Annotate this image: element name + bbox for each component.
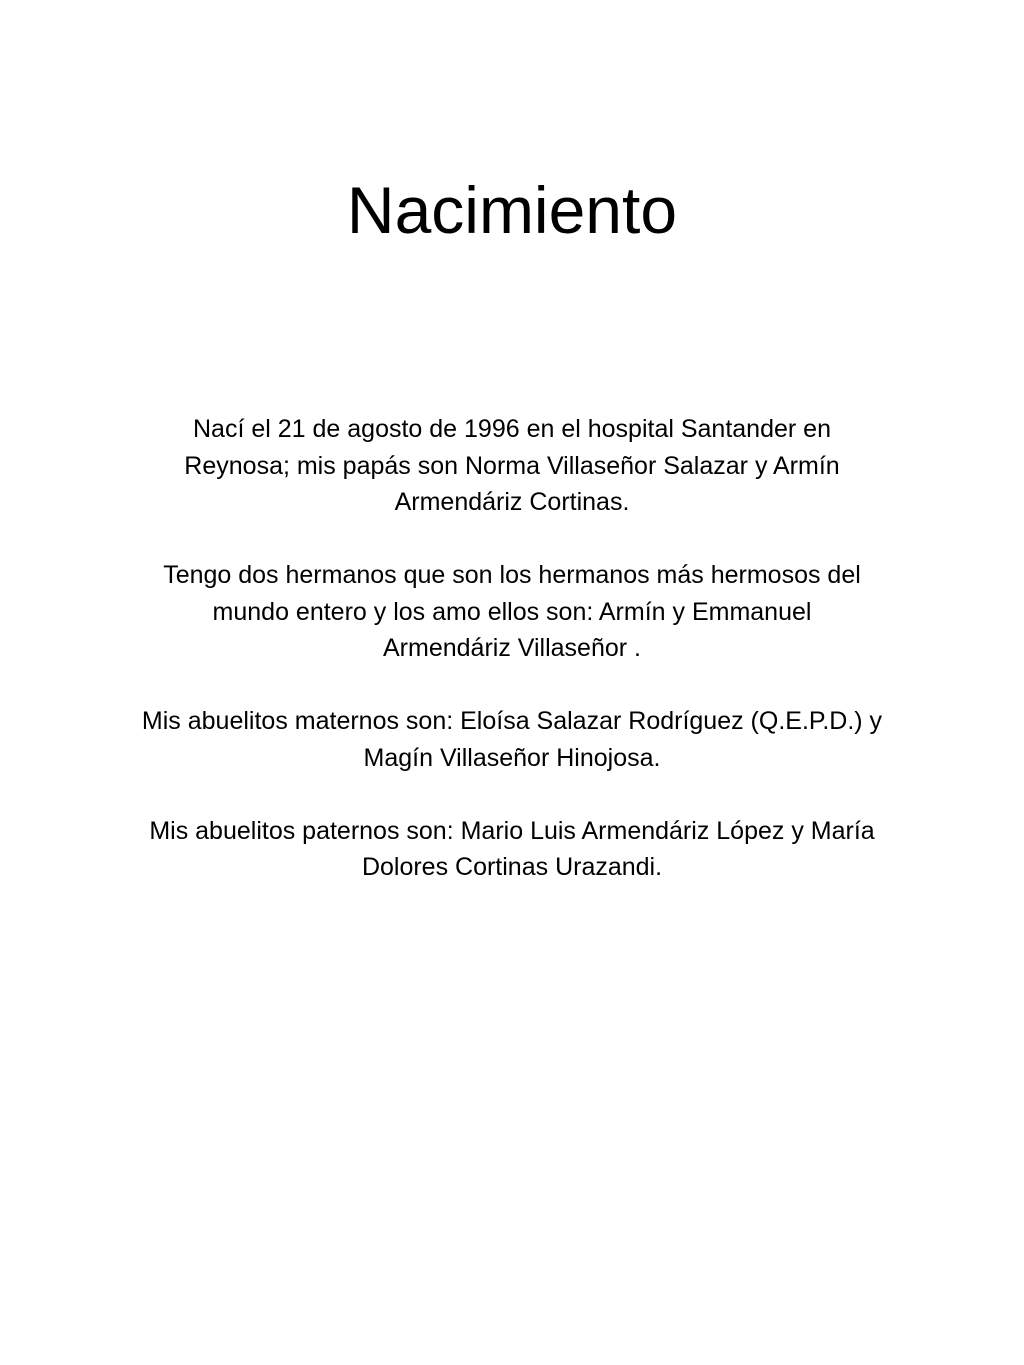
paragraph-paternal-line-2: Dolores Cortinas Urazandi. (361, 853, 663, 881)
paragraph-paternal-line-1: Mis abuelitos paternos son: Mario Luis Armendáriz López y María (149, 816, 875, 845)
paragraph-birth-line-2: Reynosa; mis papás son Norma Villaseñor Salazar y Armín (184, 451, 840, 480)
paragraph-spacer (100, 667, 924, 704)
paragraph-maternal-line-2: Magín Villaseñor Hinojosa. (363, 743, 661, 772)
paragraph-birth-line-1: Nací el 21 de agosto de 1996 en el hospital Santander en (193, 415, 831, 443)
paragraph-birth-line-3: Armendáriz Cortinas. (394, 488, 630, 516)
paragraph-siblings-line-2: mundo entero y los amo ellos son: Armín y Emmanuel (212, 597, 812, 626)
paragraph-siblings-line-3: Armendáriz Villaseñor . (383, 634, 641, 662)
paragraph-maternal-line-1: Mis abuelitos maternos son: Eloísa Salazar Rodríguez (Q.E.P.D.) y (141, 707, 883, 735)
slide-body (100, 411, 924, 886)
paragraph-spacer (100, 776, 924, 813)
paragraph-siblings-line-1: Tengo dos hermanos que son los hermanos más hermosos del (163, 561, 861, 589)
paragraph-spacer (100, 521, 924, 558)
slide-title: Nacimiento (346, 173, 678, 247)
